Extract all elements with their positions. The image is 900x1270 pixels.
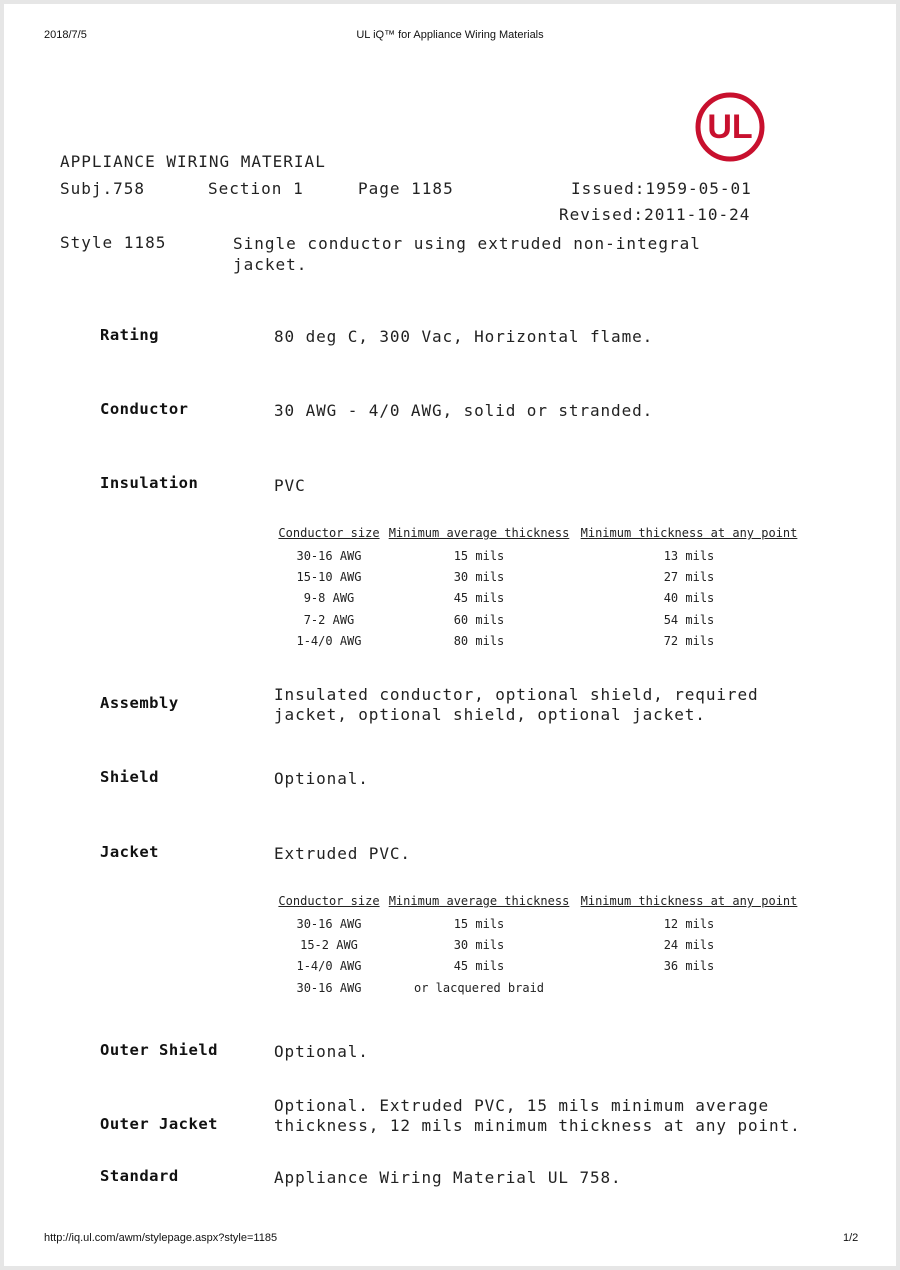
- table-header: Minimum average thickness: [388, 526, 570, 540]
- table-row: [274, 977, 804, 998]
- jacket-value: Extruded PVC.: [274, 844, 411, 863]
- table-cell: 13 mils: [663, 548, 715, 563]
- table-cell: 15 mils: [453, 548, 505, 563]
- standard-label: Standard: [100, 1167, 179, 1185]
- standard-value: Appliance Wiring Material UL 758.: [274, 1168, 622, 1187]
- table-cell: 54 mils: [663, 612, 715, 627]
- table-cell: 27 mils: [663, 569, 715, 584]
- table-header: Conductor size: [278, 526, 380, 540]
- insulation-label: Insulation: [100, 474, 199, 492]
- outer-shield-value: Optional.: [274, 1042, 369, 1061]
- outer-jacket-label: Outer Jacket: [100, 1115, 218, 1133]
- table-row: [274, 609, 804, 630]
- table-cell: 30 mils: [453, 569, 505, 584]
- table-cell: 40 mils: [663, 591, 715, 606]
- rating-value: 80 deg C, 300 Vac, Horizontal flame.: [274, 327, 654, 346]
- table-row: [274, 588, 804, 609]
- outer-jacket-value: Optional. Extruded PVC, 15 mils minimum average thickness, 12 mils minimum thickness at any point.: [274, 1096, 801, 1135]
- print-title: UL iQ™ for Appliance Wiring Materials: [356, 29, 544, 41]
- table-cell: or lacquered braid: [413, 980, 545, 995]
- table-cell: 15-2 AWG: [300, 937, 358, 952]
- insulation-value: PVC: [274, 476, 306, 495]
- jacket-thickness-table: [274, 893, 804, 998]
- table-row: [274, 545, 804, 566]
- ul-logo-icon: [694, 91, 766, 163]
- jacket-label: Jacket: [100, 843, 159, 861]
- revised-date: Revised:2011-10-24: [559, 205, 751, 224]
- outer-shield-label: Outer Shield: [100, 1041, 218, 1059]
- table-header: Minimum thickness at any point: [580, 894, 798, 908]
- page-number: Page 1185: [358, 179, 454, 198]
- shield-value: Optional.: [274, 769, 369, 788]
- table-cell: 30 mils: [453, 937, 505, 952]
- table-row: [274, 934, 804, 955]
- assembly-label: Assembly: [100, 694, 179, 712]
- table-cell: 45 mils: [453, 591, 505, 606]
- table-cell: 80 mils: [453, 633, 505, 648]
- subject-number: Subj.758: [60, 179, 146, 198]
- table-header: Minimum thickness at any point: [580, 526, 798, 540]
- style-number: Style 1185: [60, 233, 167, 252]
- rating-label: Rating: [100, 326, 159, 344]
- table-cell: 15 mils: [453, 916, 505, 931]
- style-description: Single conductor using extruded non-integral jacket.: [233, 234, 701, 274]
- table-cell: 9-8 AWG: [303, 591, 355, 606]
- assembly-value: Insulated conductor, optional shield, required jacket, optional shield, optional jacket.: [274, 685, 759, 724]
- section-number: Section 1: [208, 179, 304, 198]
- table-cell: 7-2 AWG: [303, 612, 355, 627]
- table-cell: 30-16 AWG: [296, 548, 362, 563]
- table-cell: 36 mils: [663, 959, 715, 974]
- conductor-label: Conductor: [100, 400, 189, 418]
- table-cell: 12 mils: [663, 916, 715, 931]
- shield-label: Shield: [100, 768, 159, 786]
- table-cell: 30-16 AWG: [296, 980, 362, 995]
- conductor-value: 30 AWG - 4/0 AWG, solid or stranded.: [274, 401, 654, 420]
- table-cell: 24 mils: [663, 937, 715, 952]
- table-header: Minimum average thickness: [388, 894, 570, 908]
- print-url: http://iq.ul.com/awm/stylepage.aspx?style=1185: [44, 1232, 278, 1244]
- table-row: [274, 630, 804, 651]
- category-heading: APPLIANCE WIRING MATERIAL: [60, 152, 326, 171]
- table-cell: 45 mils: [453, 959, 505, 974]
- print-date: 2018/7/5: [44, 29, 87, 41]
- table-cell: [574, 977, 804, 998]
- table-cell: 72 mils: [663, 633, 715, 648]
- table-cell: 15-10 AWG: [296, 569, 362, 584]
- table-cell: 60 mils: [453, 612, 505, 627]
- table-header: Conductor size: [278, 894, 380, 908]
- issued-date: Issued:1959-05-01: [571, 179, 752, 198]
- insulation-thickness-table: [274, 525, 804, 651]
- table-cell: 1-4/0 AWG: [296, 959, 362, 974]
- table-row: [274, 566, 804, 587]
- print-page-number: 1/2: [843, 1232, 859, 1244]
- table-cell: 1-4/0 AWG: [296, 633, 362, 648]
- table-cell: 30-16 AWG: [296, 916, 362, 931]
- ul-logo-text: UL: [707, 108, 753, 146]
- document-page: [4, 4, 896, 1266]
- table-row: [274, 956, 804, 977]
- table-row: [274, 913, 804, 934]
